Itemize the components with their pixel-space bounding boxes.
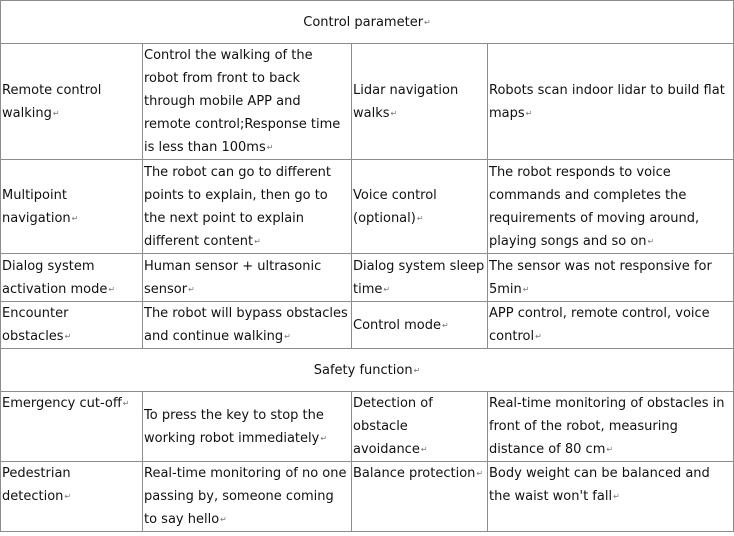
paragraph-mark-icon (535, 332, 542, 341)
spec-label: Encounter obstacles ↵ (1, 302, 143, 349)
table-row (1, 392, 734, 462)
paragraph-mark-icon (648, 237, 655, 246)
spec-value: The robot will bypass obstacles and continue walking ↵ (143, 302, 352, 349)
table-row (1, 160, 734, 254)
spec-value: Real-time monitoring of no one passing by, someone coming to say hello ↵ (143, 462, 352, 532)
spec-label: Balance protection ↵ (352, 462, 488, 532)
spec-value: The robot responds to voice commands and completes the requirements of moving around, playing songs and so on ↵ (488, 160, 734, 254)
paragraph-mark-icon (383, 285, 390, 294)
paragraph-mark-icon (108, 285, 115, 294)
paragraph-mark-icon (442, 321, 449, 330)
paragraph-mark-icon (65, 332, 72, 341)
spec-label: Multipoint navigation ↵ (1, 160, 143, 254)
spec-label: Dialog system sleep time ↵ (352, 254, 488, 302)
paragraph-mark-icon (254, 237, 261, 246)
paragraph-mark-icon (220, 515, 227, 524)
spec-value: The robot can go to different points to explain, then go to the next point to explain different content ↵ (143, 160, 352, 254)
spec-label: Emergency cut-off ↵ (1, 392, 143, 462)
paragraph-mark-icon (414, 366, 421, 375)
paragraph-mark-icon (188, 285, 195, 294)
spec-label: Control mode ↵ (352, 302, 488, 349)
spec-value: Body weight can be balanced and the waist won't fall ↵ (488, 462, 734, 532)
paragraph-mark-icon (391, 109, 398, 118)
paragraph-mark-icon (72, 214, 79, 223)
paragraph-mark-icon (417, 214, 424, 223)
spec-value: Robots scan indoor lidar to build flat maps ↵ (488, 44, 734, 160)
paragraph-mark-icon (421, 445, 428, 454)
section-header-row (1, 1, 734, 44)
spec-value: APP control, remote control, voice control ↵ (488, 302, 734, 349)
spec-label: Dialog system activation mode ↵ (1, 254, 143, 302)
paragraph-mark-icon (606, 445, 613, 454)
paragraph-mark-icon (64, 492, 71, 501)
table-row (1, 254, 734, 302)
paragraph-mark-icon (526, 109, 533, 118)
table-row (1, 302, 734, 349)
safety-function-header: Safety function ↵ (1, 349, 734, 392)
control-parameter-header: Control parameter ↵ (1, 1, 734, 44)
table-row (1, 462, 734, 532)
spec-value: To press the key to stop the working robot immediately ↵ (143, 392, 352, 462)
spec-value: The sensor was not responsive for 5min ↵ (488, 254, 734, 302)
spec-label: Remote control walking ↵ (1, 44, 143, 160)
spec-label: Voice control (optional) ↵ (352, 160, 488, 254)
paragraph-mark-icon (53, 109, 60, 118)
spec-label: Pedestrian detection ↵ (1, 462, 143, 532)
paragraph-mark-icon (613, 492, 620, 501)
spec-label: Detection of obstacle avoidance ↵ (352, 392, 488, 462)
paragraph-mark-icon (424, 18, 431, 27)
paragraph-mark-icon (267, 143, 274, 152)
spec-label: Lidar navigation walks ↵ (352, 44, 488, 160)
paragraph-mark-icon (320, 434, 327, 443)
spec-value: Human sensor + ultrasonic sensor ↵ (143, 254, 352, 302)
spec-value: Control the walking of the robot from front to back through mobile APP and remote control;Response time is less than 100ms ↵ (143, 44, 352, 160)
table-row (1, 44, 734, 160)
paragraph-mark-icon (476, 469, 483, 478)
paragraph-mark-icon (123, 399, 130, 408)
spec-value: Real-time monitoring of obstacles in front of the robot, measuring distance of 80 cm ↵ (488, 392, 734, 462)
paragraph-mark-icon (523, 285, 530, 294)
paragraph-mark-icon (284, 332, 291, 341)
section-header-row (1, 349, 734, 392)
